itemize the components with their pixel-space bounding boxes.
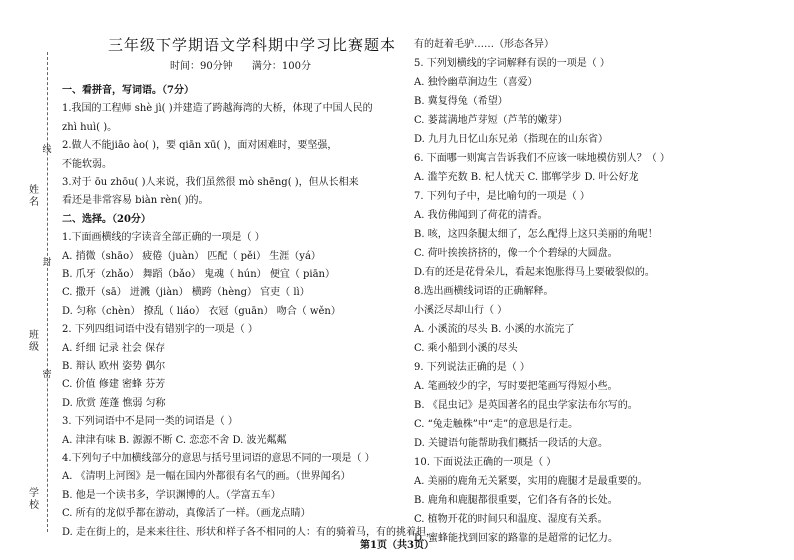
- left-line: D. 匀称（chèn） 撩乱（ liáo） 衣冠（guān） 吻合（ wěn）: [62, 305, 341, 317]
- right-line: A. 笔画较少的字，写时要把笔画写得短小些。: [414, 381, 618, 392]
- page-title: 三年级下学期语文学科期中学习比赛题本: [108, 36, 397, 54]
- left-line: zhì huì( )。: [62, 121, 118, 133]
- right-line: D. 蜜蜂能找到回家的路靠的是超常的记忆力。: [414, 533, 619, 544]
- left-line: B. 爪牙（zhǎo） 舞蹈（bǎo） 鬼魂（ hún） 便宜（ piān）: [62, 269, 335, 280]
- right-line: C. 植物开花的时间只和温度、湿度有关系。: [414, 514, 608, 525]
- left-line: D. 走在街上的，是来来往往、形状和样子各不相同的人：有的骑着马，有的挑着担，: [62, 526, 437, 538]
- left-line: 1.下面画横线的字读音全部正确的一项是（ ）: [62, 232, 265, 244]
- left-line: C. 所有的龙似乎都在游动，真像活了一样。（画龙点睛）: [62, 508, 311, 520]
- right-line: A. 我仿佛闻到了荷花的清香。: [414, 210, 548, 221]
- right-line: 小溪泛尽却山行（ ）: [414, 305, 508, 316]
- binding-dashed-line: [47, 52, 48, 532]
- exam-meta: [170, 57, 327, 72]
- binding-margin: [0, 0, 56, 560]
- left-line: 4.下列句子中加横线部分的意思与括号里词语的意思不同的一项是（ ）: [62, 453, 375, 464]
- left-line: 3.对于 ōu zhōu( )人来说，我们虽然很 mò shēng( )，但从长相来: [62, 177, 359, 188]
- right-line: D.有的还是花骨朵儿，看起来饱胀得马上要破裂似的。: [414, 267, 655, 278]
- right-line: 7. 下列句子中，是比喻句的一项是（ ）: [414, 191, 590, 202]
- name-label: 姓名: [29, 185, 39, 208]
- right-line: A. 美丽的鹿角无关紧要，实用的鹿腿才是最重要的。: [414, 476, 648, 487]
- right-line: B. 鹿角和鹿腿都很重要，它们各有各的长处。: [414, 495, 618, 506]
- bind-tick-1: 线: [42, 145, 52, 155]
- right-line: C. 蒌蒿满地芦芽短（芦苇的嫩芽）: [414, 115, 568, 126]
- right-line: A. 滥竽充数 B. 杞人忧天 C. 邯郸学步 D. 叶公好龙: [414, 172, 639, 183]
- left-line: 3. 下列词语中不是同一类的词语是（ ）: [62, 416, 238, 428]
- left-line: A. 《清明上河图》是一幅在国内外都很有名气的画。（世界闻名）: [62, 471, 351, 483]
- right-line: D. 关键语句能帮助我们概括一段话的大意。: [414, 438, 609, 449]
- left-line: 看还是非常容易 biàn rèn( )的。: [62, 195, 209, 207]
- left-line: A. 津津有味 B. 源源不断 C. 恋恋不舍 D. 波光粼粼: [62, 434, 287, 446]
- school-label: 学校: [29, 488, 39, 511]
- right-line: C. “兔走触株”中“走”的意思是行走。: [414, 419, 579, 430]
- left-line: 一、看拼音，写词语。（7分）: [62, 85, 194, 96]
- exam-score: 满分：100分: [251, 61, 312, 72]
- left-line: D. 欣赏 莲蓬 憔弱 匀称: [62, 397, 166, 409]
- left-line: A. 捎微（shāo） 疲倦（juàn） 匹配（ pěi） 生涯（yá）: [62, 250, 321, 262]
- left-line: C. 撒开（sā） 迸溅（jiàn） 横跨（hèng） 官吏（ lì）: [62, 287, 310, 299]
- right-line: D. 九月九日忆山东兄弟（指现在的山东省）: [414, 134, 609, 145]
- right-line: 6. 下面哪一则寓言告诉我们不应该一味地模仿别人？（ ）: [414, 153, 670, 164]
- left-line: 1.我国的工程师 shè jì( )并建造了跨越海湾的大桥，体现了中国人民的: [62, 103, 373, 115]
- right-line: 8.选出画横线词语的正确解释。: [414, 286, 554, 297]
- right-line: 有的赶着毛驴……（形态各异）: [414, 39, 554, 50]
- left-line: C. 价值 修建 密蜂 芬芳: [62, 379, 166, 391]
- left-line: 二、选择。（20分）: [62, 213, 151, 225]
- bind-tick-2: 封: [42, 258, 52, 268]
- left-line: A. 纤细 记录 社会 保存: [62, 342, 166, 354]
- right-line: C. 乘小船到小溪的尽头: [414, 343, 518, 354]
- right-line: A. 独怜幽草涧边生（喜爱）: [414, 77, 538, 88]
- right-line: 9. 下列说法正确的是（ ）: [414, 362, 530, 373]
- right-line: B. 冀复得兔（希望）: [414, 96, 508, 107]
- class-label: 班级: [29, 330, 39, 353]
- exam-time: 时间：90分钟: [170, 61, 233, 72]
- left-line: B. 辩认 欧州 姿势 偶尔: [62, 361, 166, 372]
- left-line: 2. 下列四组词语中没有错别字的一项是（ ）: [62, 324, 258, 336]
- right-line: 5. 下列划横线的字词解释有误的一项是（ ）: [414, 58, 610, 69]
- right-line: 10. 下面说法正确的一项是（ ）: [414, 457, 557, 468]
- right-line: B. 《昆虫记》是英国著名的昆虫学家法布尔写的。: [414, 400, 638, 411]
- left-line: 不能软弱。: [62, 158, 112, 170]
- left-line: 2.做人不能jiāo ào( )，要 qiān xū( )，面对困难时，要坚强，: [62, 140, 338, 152]
- bind-tick-3: 密: [42, 370, 52, 380]
- page-footer: 第1页（共3页）: [360, 540, 434, 551]
- left-line: B. 他是一个读书多，学识渊博的人。（学富五车）: [62, 489, 281, 501]
- right-line: C. 荷叶挨挨挤挤的，像一个个碧绿的大圆盘。: [414, 248, 618, 259]
- right-line: B. 咳，这四条腿太细了，怎么配得上这只美丽的角呢！: [414, 229, 658, 240]
- right-line: A. 小溪流的尽头 B. 小溪的水流完了: [414, 324, 575, 335]
